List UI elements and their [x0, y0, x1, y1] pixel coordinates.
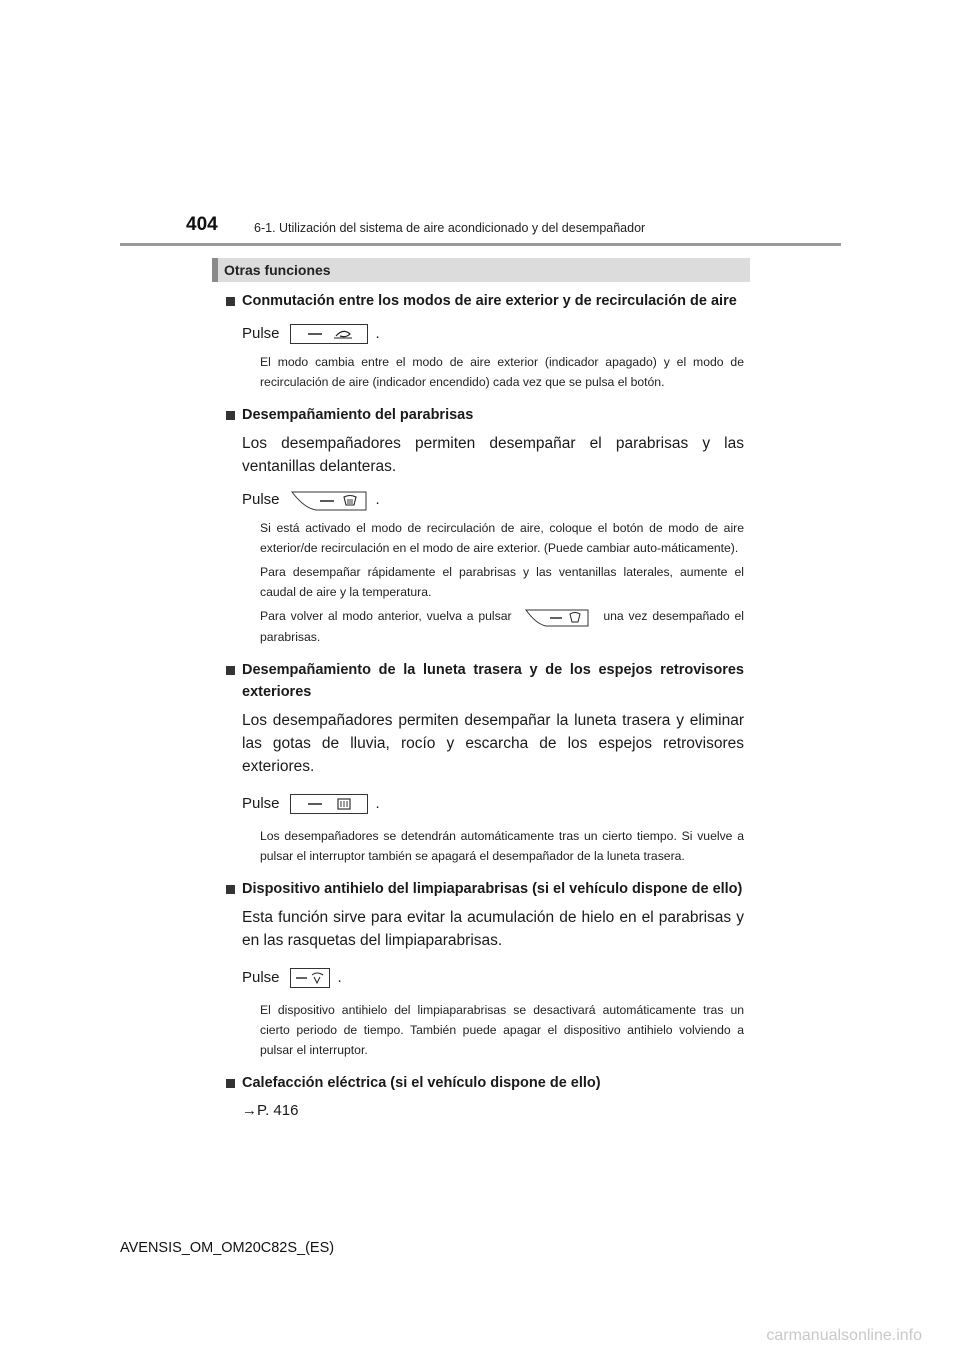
item-heading-text: Calefacción eléctrica (si el vehículo dispone de ello)	[242, 1074, 601, 1091]
note: El modo cambia entre el modo de aire exterior (indicador apagado) y el modo de recirculación de aire (indicador encendido) cada vez que se pulsa el botón.	[260, 355, 744, 389]
header-rule	[120, 243, 841, 246]
pulse-label: Pulse	[242, 968, 280, 986]
square-bullet-icon	[226, 1079, 235, 1088]
windshield-defog-button-icon	[290, 490, 368, 510]
item-heading	[226, 659, 744, 703]
note: Para desempañar rápidamente el parabrisas y las ventanillas laterales, aumente el caudal de aire y la temperatura.	[260, 565, 744, 599]
pulse-end: .	[375, 491, 380, 508]
square-bullet-icon	[226, 885, 235, 894]
content	[226, 290, 744, 1119]
rear-defog-button-icon	[290, 794, 368, 814]
item-heading	[226, 290, 744, 312]
pulse-label: Pulse	[242, 491, 280, 508]
pulse-instruction	[226, 488, 744, 512]
section-bar	[212, 258, 750, 282]
pulse-instruction	[226, 966, 744, 990]
item-heading-text: Dispositivo antihielo del limpiaparabrisas (si el vehículo dispone de ello)	[242, 880, 743, 897]
wiper-deicer-button-icon	[290, 968, 330, 988]
section-bar-accent	[212, 258, 218, 282]
item-heading	[226, 404, 744, 426]
page-number: 404	[186, 214, 218, 235]
page-reference-link[interactable]: →P. 416	[242, 1101, 299, 1119]
note: Los desempañadores se detendrán automáticamente tras un cierto tiempo. Si vuelve a pulsar el interruptor también se apagará el desempañador de la luneta trasera.	[260, 828, 744, 863]
body-text: Esta función sirve para evitar la acumulación de hielo en el parabrisas y en las rasquetas del limpiaparabrisas.	[242, 908, 744, 949]
document-code-footer: AVENSIS_OM_OM20C82S_(ES)	[120, 1240, 335, 1256]
recirculation-button-icon	[290, 324, 368, 344]
item-heading	[226, 1072, 744, 1094]
item-heading-text: Desempañamiento de la luneta trasera y de los espejos retrovisores exteriores	[242, 661, 744, 700]
watermark: carmanualsonline.info	[766, 1327, 922, 1344]
note-with-inline-icon	[226, 606, 744, 647]
item-heading	[226, 878, 744, 900]
pulse-label: Pulse	[242, 794, 280, 812]
body-text: Los desempañadores permiten desempañar el parabrisas y las ventanillas delanteras.	[242, 435, 744, 475]
pulse-end: .	[375, 325, 380, 342]
item-heading-text: Desempañamiento del parabrisas	[242, 407, 474, 423]
header-section-title: 6-1. Utilización del sistema de aire acondicionado y del desempañador	[254, 221, 646, 235]
windshield-defog-button-icon	[524, 607, 590, 627]
pulse-label: Pulse	[242, 325, 280, 342]
pulse-instruction	[226, 792, 744, 816]
pulse-end: .	[337, 968, 342, 986]
section-title: Otras funciones	[224, 262, 331, 278]
note: El dispositivo antihielo del limpiaparabrisas se desactivará automáticamente tras un cierto periodo de tiempo. También puede apagar el dispositivo antihielo volviendo a pulsar el interruptor.	[260, 1002, 744, 1057]
pulse-instruction	[226, 322, 744, 346]
pulse-end: .	[375, 794, 380, 812]
item-heading-text: Conmutación entre los modos de aire exterior y de recirculación de aire	[242, 293, 737, 309]
square-bullet-icon	[226, 297, 235, 306]
note: Si está activado el modo de recirculación de aire, coloque el botón de modo de aire exterior/de recirculación en el modo de aire exterior. (Puede cambiar auto-máticamente).	[260, 521, 744, 555]
note-text-before: Para volver al modo anterior, vuelva a pulsar	[260, 609, 512, 623]
note-text-after: una vez desempañado el parabrisas.	[260, 609, 744, 644]
square-bullet-icon	[226, 666, 235, 675]
body-text: Los desempañadores permiten desempañar la luneta trasera y eliminar las gotas de lluvia, rocío y escarcha de los espejos retrovisores exteriores.	[242, 711, 744, 775]
square-bullet-icon	[226, 411, 235, 420]
